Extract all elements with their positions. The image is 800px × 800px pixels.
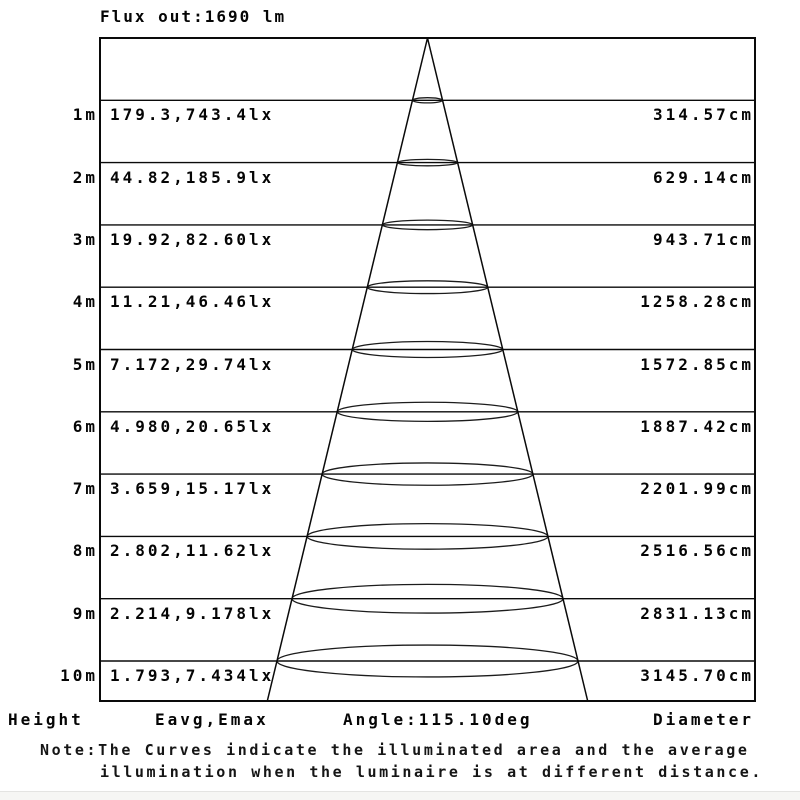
row-eavg-emax: 179.3,743.4lx	[110, 105, 275, 125]
note-line-1: Note:The Curves indicate the illuminated area and the average	[40, 741, 750, 759]
row-eavg-emax: 3.659,15.17lx	[110, 479, 275, 499]
row-height-label: 4m	[72, 292, 98, 312]
row-eavg-emax: 7.172,29.74lx	[110, 354, 275, 374]
row-height-label: 10m	[60, 666, 98, 685]
row-diameter: 1887.42cm	[640, 416, 754, 436]
footer-angle-label: Angle:115.10deg	[343, 710, 533, 729]
footer-eavg-emax-label: Eavg,Emax	[155, 710, 269, 729]
row-eavg-emax: 1.793,7.434lx	[110, 666, 275, 685]
row-height-label: 5m	[72, 354, 98, 374]
row-eavg-emax: 4.980,20.65lx	[110, 416, 275, 436]
row-height-label: 7m	[72, 479, 98, 499]
cone-left-edge	[267, 38, 427, 701]
row-eavg-emax: 44.82,185.9lx	[110, 167, 275, 187]
row-diameter: 1572.85cm	[640, 354, 754, 374]
note-line-2: illumination when the luminaire is at different distance.	[100, 763, 763, 781]
row-diameter: 2201.99cm	[640, 479, 754, 499]
flux-title: Flux out:1690 lm	[100, 7, 287, 26]
row-eavg-emax: 2.802,11.62lx	[110, 541, 275, 561]
row-diameter: 3145.70cm	[640, 666, 754, 685]
row-height-label: 3m	[72, 229, 98, 249]
row-height-label: 6m	[72, 416, 98, 436]
row-height-label: 1m	[72, 105, 98, 125]
row-height-label: 8m	[72, 541, 98, 561]
row-eavg-emax: 2.214,9.178lx	[110, 603, 275, 623]
footer-diameter-label: Diameter	[652, 710, 754, 729]
row-diameter: 629.14cm	[652, 167, 754, 187]
row-height-label: 2m	[72, 167, 98, 187]
row-diameter: 2516.56cm	[640, 541, 754, 561]
row-height-label: 9m	[72, 603, 98, 623]
row-eavg-emax: 11.21,46.46lx	[110, 292, 275, 312]
cone-right-edge	[428, 38, 588, 701]
row-eavg-emax: 19.92,82.60lx	[110, 229, 275, 249]
footer-height-label: Height	[8, 710, 84, 729]
row-diameter: 314.57cm	[652, 105, 754, 125]
row-diameter: 1258.28cm	[640, 292, 754, 312]
row-diameter: 2831.13cm	[640, 603, 754, 623]
row-diameter: 943.71cm	[652, 229, 754, 249]
bottom-edge-strip	[0, 791, 800, 800]
